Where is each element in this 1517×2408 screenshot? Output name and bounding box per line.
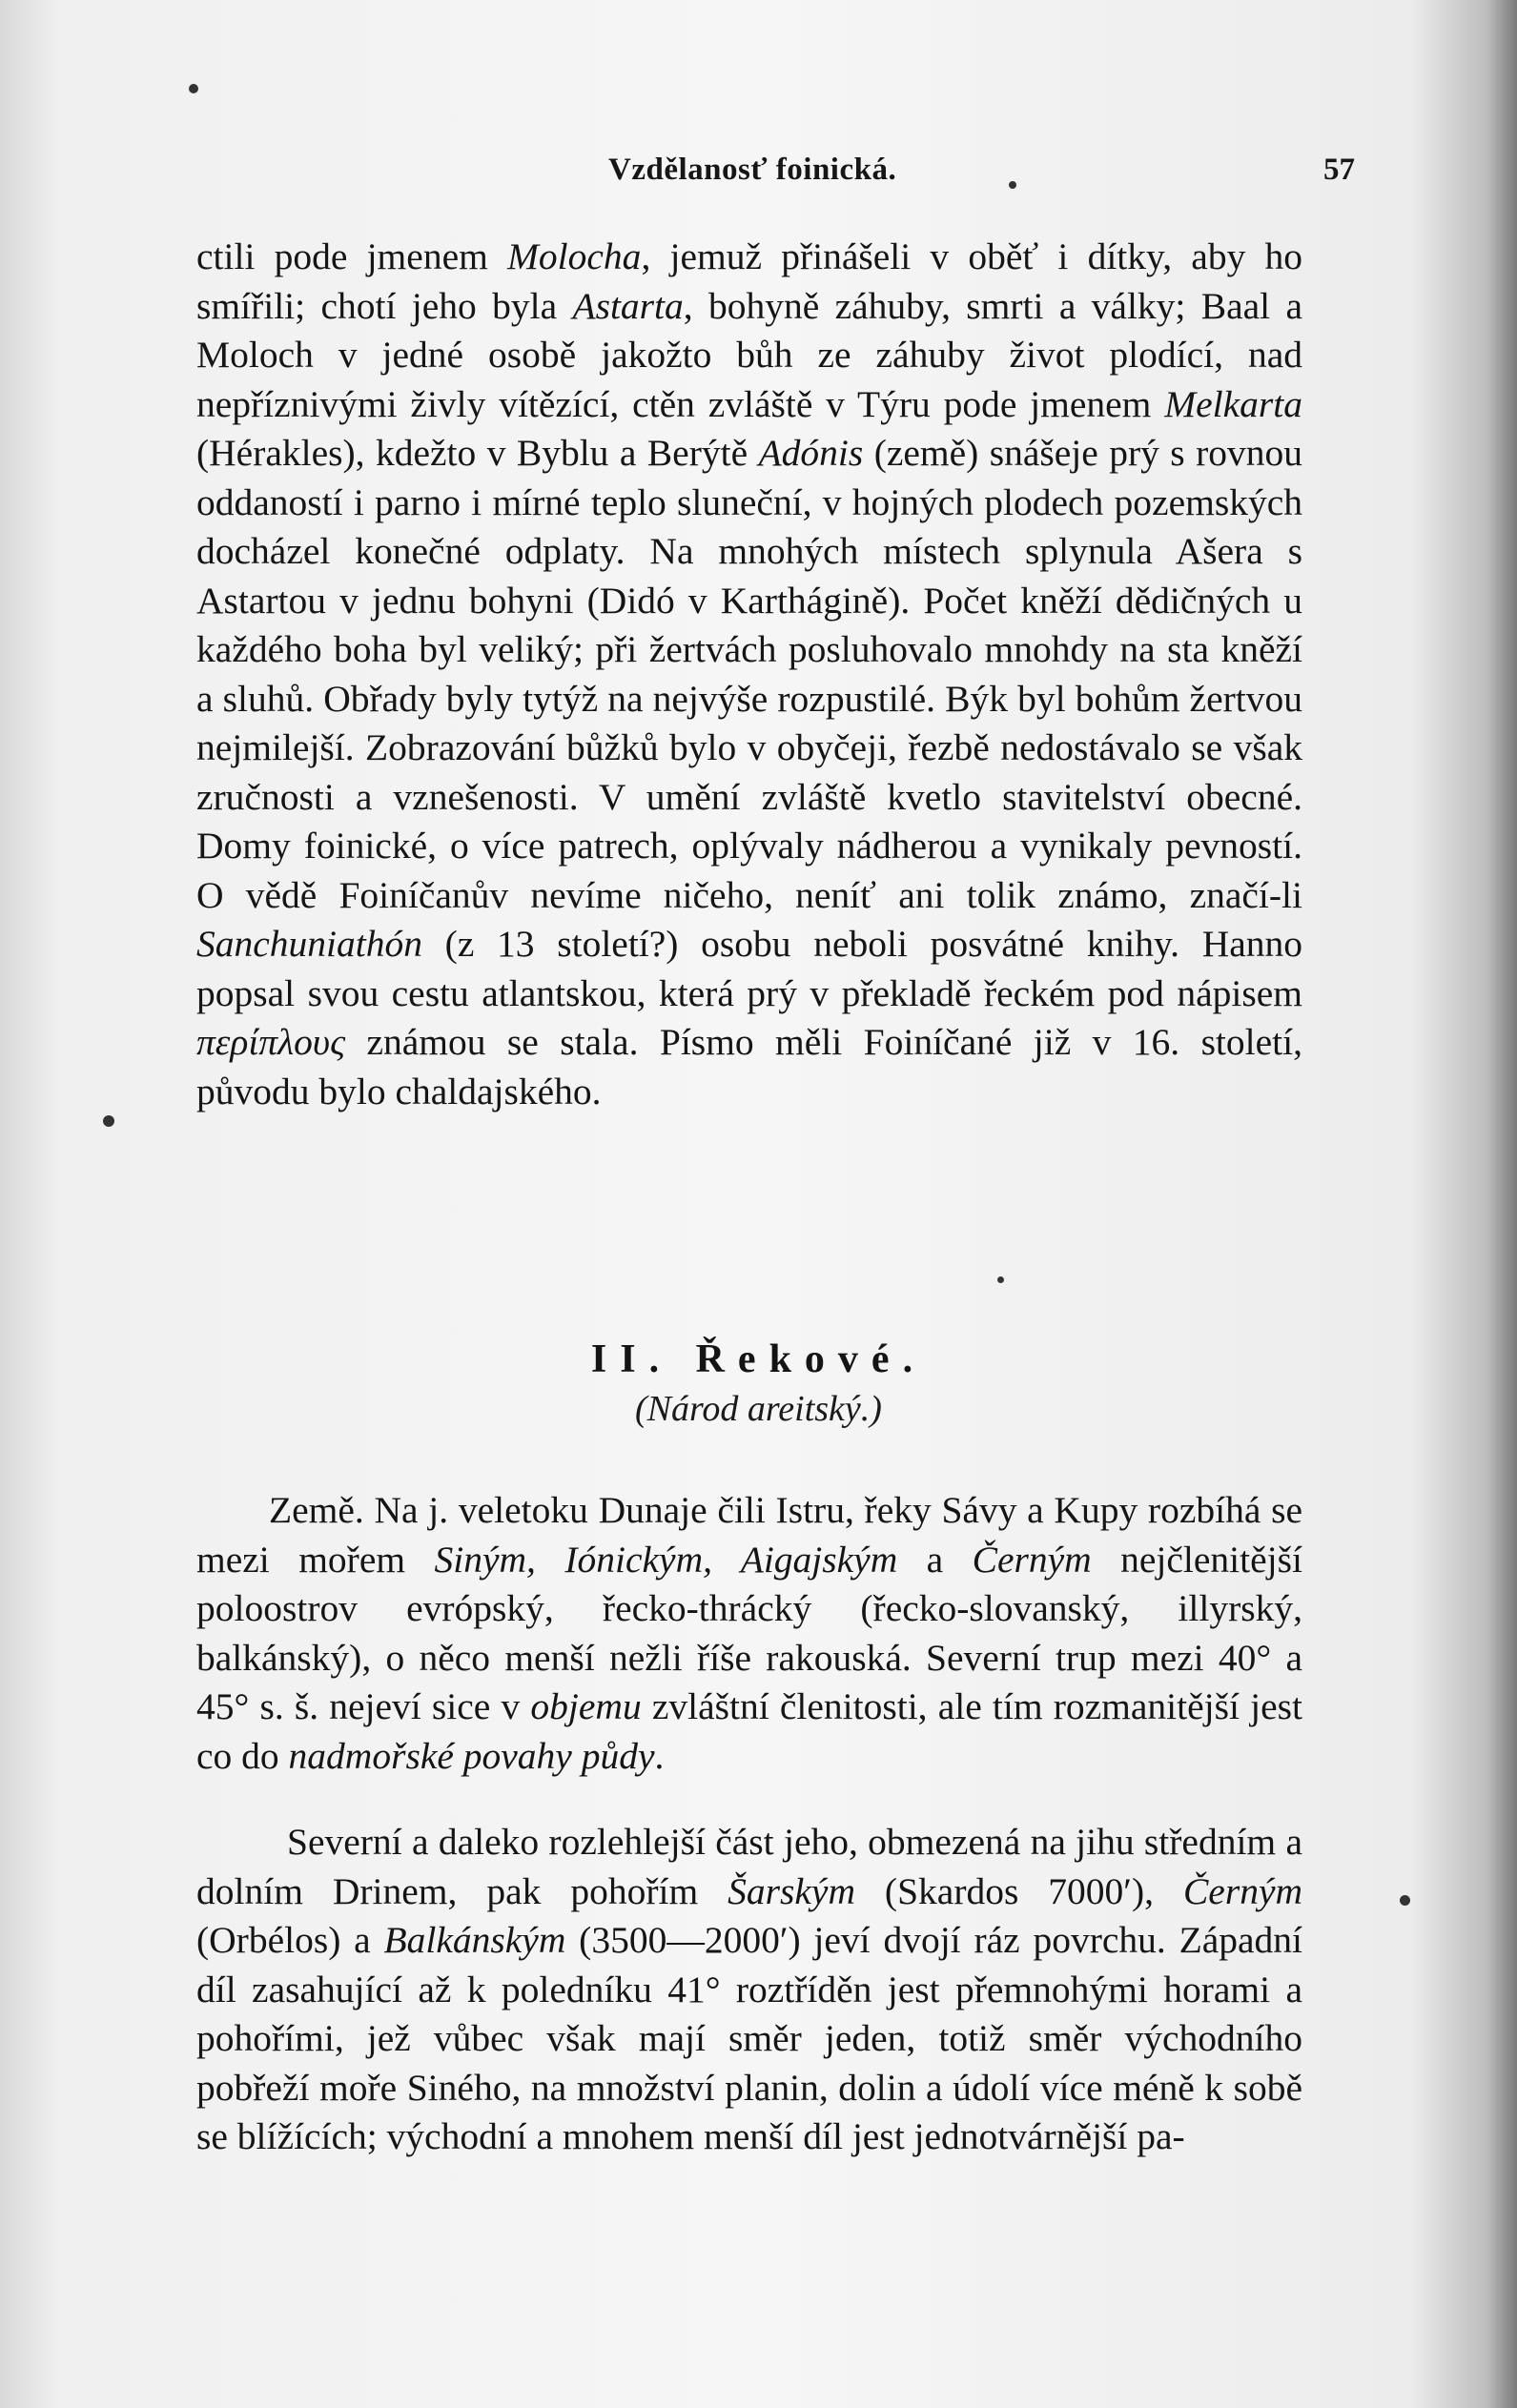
page-number: 57	[1323, 153, 1355, 187]
section-heading: II. Řekové.	[590, 1337, 927, 1381]
paragraph-land: Země. Na j. veletoku Dunaje čili Istru, řeky Sávy a Kupy rozbíhá se mezi mořem Siným, Iónickým, Aigajským a Černým nejčlenitější poloostrov evrópský, řecko-thrácký (řecko-slovanský, illyrský, balkánský), o něco menší nežli říše rakouská. Severní trup mezi 40° a 45° s. š. nejeví sice v objemu zvláštní členitosti, ale tím rozmanitější jest co do nadmořské povahy půdy.	[196, 1489, 1302, 1777]
ink-speck	[997, 1276, 1004, 1283]
running-title: Vzdělanosť foinická.	[608, 153, 897, 187]
ink-speck	[189, 84, 198, 93]
ink-speck	[103, 1115, 114, 1127]
section-subheading: (Národ areitský.)	[635, 1389, 882, 1429]
paragraph-north: Severní a daleko rozlehlejší část jeho, obmezená na jihu středním a dolním Drinem, pak pohořím Šarským (Skardos 7000′), Černým (Orbélos) a Balkánským (3500—2000′) jeví dvojí ráz povrchu. Západní díl zasahující až k poledníku 41° roztříděn jest přemnohými horami a pohořími, jež vůbec však mají směr jeden, totiž směr východního pobřeží moře Siného, na množství planin, dolin a údolí více méně k sobě se blížících; východní a mnohem menší díl jest jednotvárnější pa-	[196, 1821, 1302, 2157]
page-header	[191, 153, 1355, 191]
paragraph-phoenician-religion: ctili pode jmenem Molocha, jemuž přinášeli v oběť i dítky, aby ho smířili; chotí jeho byla Astarta, bohyně záhuby, smrti a války; Baal a Moloch v jedné osobě jakožto bůh ze záhuby život plodící, nad nepříznivými živly vítězící, ctěn zvláště v Týru pode jmenem Melkarta (Hérakles), kdežto v Byblu a Berýtě Adónis (země) snášeje prý s rovnou oddaností i parno i mírné teplo sluneční, v hojných plodech pozemských docházel konečné odplaty. Na mnohých místech splynula Ašera s Astartou v jednu bohyni (Didó v Karthágině). Počet kněží dědičných u každého boha byl veliký; při žertvách posluhovalo mnohdy na sta kněží a sluhů. Obřady byly tytýž na nejvýše rozpustilé. Býk byl bohům žertvou nejmilejší. Zobrazování bůžků bylo v obyčeji, řezbě nedostávalo se však zručnosti a vznešenosti. V umění zvláště kvetlo stavitelství obecné. Domy foinické, o více patrech, oplývaly nádherou a vynikaly pevností. O vědě Foiníčanův nevíme ničeho, neníť ani tolik známo, značí-li Sanchuniathón (z 13 století?) osobu neboli posvátné knihy. Hanno popsal svou cestu atlantskou, která prý v překladě řeckém pod nápisem περίπλους známou se stala. Písmo měli Foiníčané již v 16. století, původu bylo chaldajského.	[196, 235, 1303, 1112]
ink-speck	[1400, 1895, 1410, 1906]
